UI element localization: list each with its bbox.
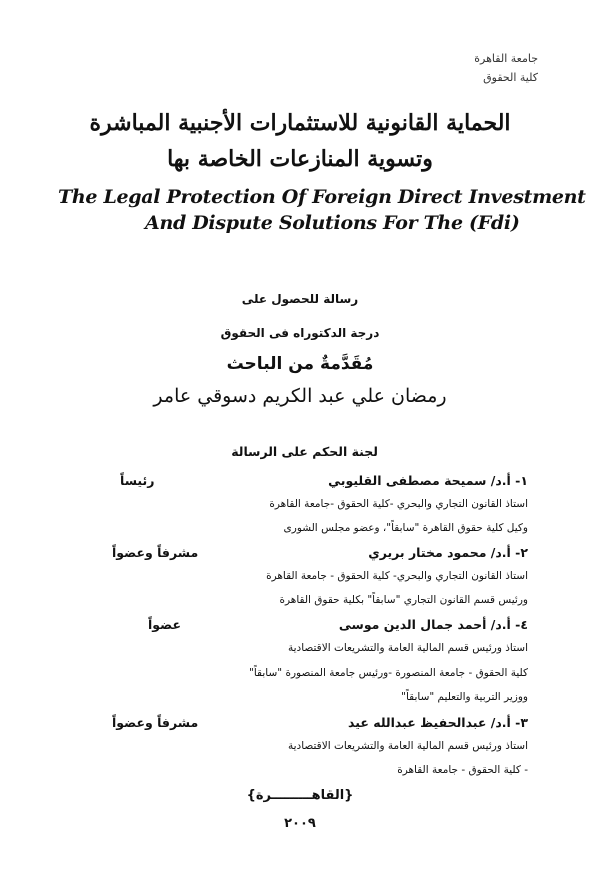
member-name: ٣- أ.د/ عبدالحفيظ عبدالله عيد: [348, 715, 528, 730]
member-role: مشرفاً وعضواً: [112, 715, 199, 730]
member-desc-line: كلية الحقوق - جامعة المنصورة -ورئيس جامعة المنصورة "سابقاً": [249, 667, 528, 679]
member-desc-line: استاذ ورئيس قسم المالية العامة والتشريعات الاقتصادية: [287, 642, 528, 654]
arabic-title-line2: وتسوية المنازعات الخاصة بها: [167, 146, 433, 172]
member-role: عضواً: [148, 617, 181, 632]
faculty-name: كلية الحقوق: [483, 71, 538, 84]
author-name: رمضان علي عبد الكريم دسوقي عامر: [153, 385, 447, 407]
english-title-line2: And Dispute Solutions For The (Fdi): [145, 212, 520, 234]
member-name: ١- أ.د/ سميحة مصطفى القليوبي: [328, 473, 528, 488]
member-desc-line: استاذ القانون التجاري والبحري -كلية الحقوق -جامعة القاهرة: [269, 498, 528, 510]
member-role: مشرفاً وعضواً: [112, 545, 199, 560]
presented-by: مُقَدَّمةٌ من الباحث: [226, 354, 374, 374]
arabic-title-line1: الحماية القانونية للاستثمارات الأجنبية المباشرة: [89, 110, 511, 136]
publication-city: {القاهـــــــــرة}: [246, 788, 354, 803]
english-title-line1: The Legal Protection Of Foreign Direct Investment: [58, 186, 586, 208]
member-desc-line: استاذ القانون التجاري والبحري- كلية الحقوق - جامعة القاهرة: [266, 570, 528, 582]
committee-heading: لجنة الحكم على الرسالة: [231, 444, 378, 459]
publication-year: ٢٠٠٩: [284, 816, 316, 831]
member-desc-line: استاذ ورئيس قسم المالية العامة والتشريعات الاقتصادية: [287, 740, 528, 752]
university-name: جامعة القاهرة: [474, 52, 538, 65]
degree-name: درجة الدكتوراه فى الحقوق: [220, 326, 380, 340]
member-desc-line: وكيل كلية حقوق القاهرة "سابقاً"، وعضو مجلس الشورى: [283, 522, 528, 534]
member-desc-line: ورئيس قسم القانون التجاري "سابقاً" بكلية حقوق القاهرة: [279, 594, 528, 606]
member-role: رئيساً: [120, 473, 155, 488]
member-name: ٢- أ.د/ محمود مختار بريري: [368, 545, 528, 560]
member-desc-line: - كلية الحقوق - جامعة القاهرة: [397, 764, 528, 776]
thesis-purpose: رسالة للحصول على: [241, 292, 359, 306]
member-name: ٤- أ.د/ أحمد جمال الدين موسى: [338, 617, 528, 632]
member-desc-line: ووزير التربية والتعليم "سابقاً": [401, 691, 528, 703]
